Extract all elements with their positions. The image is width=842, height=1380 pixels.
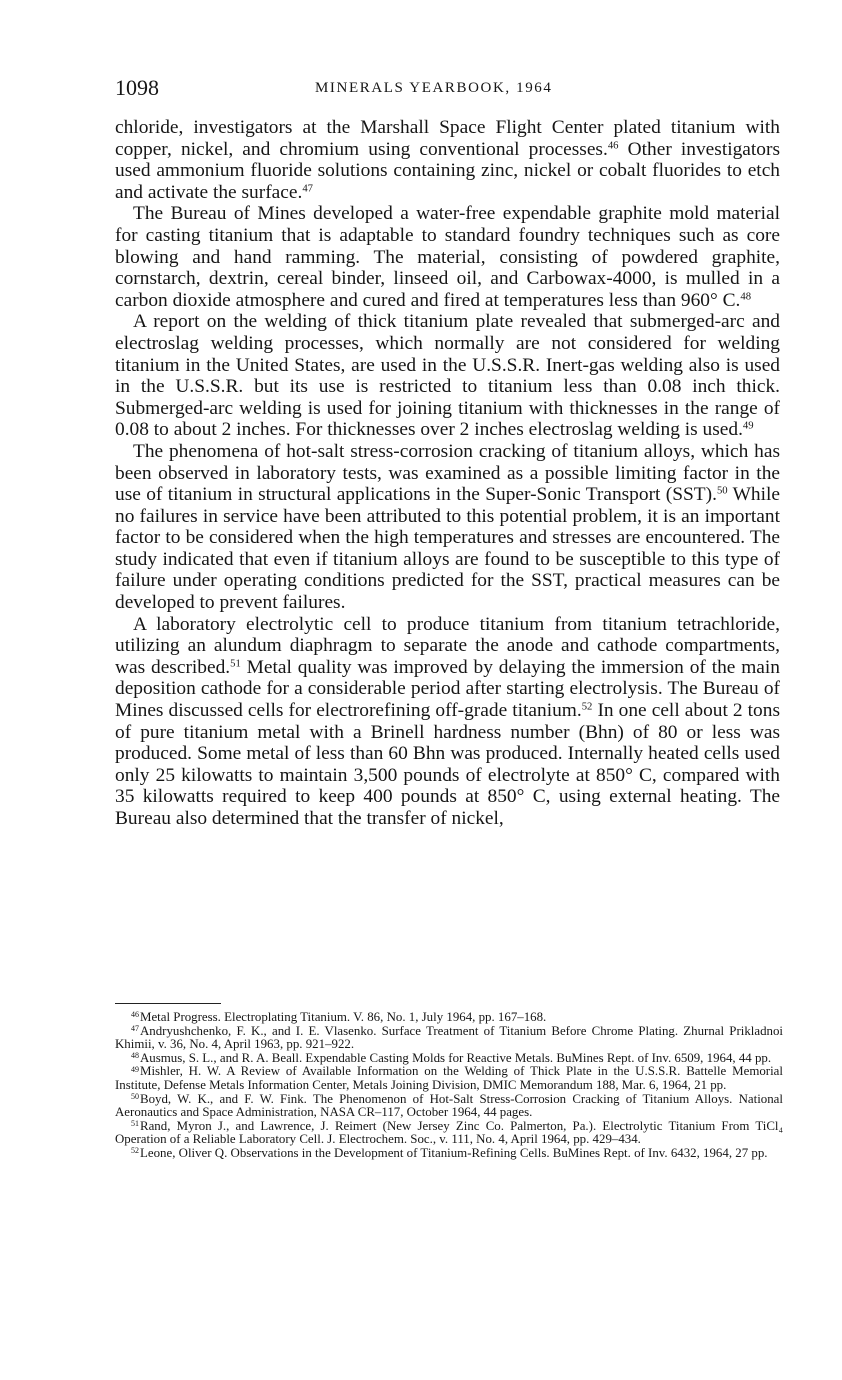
footnote-number: 50 bbox=[131, 1091, 139, 1101]
footnote-49 bbox=[115, 1065, 783, 1092]
paragraph-text: Metal quality was improved by delaying the immersion of the main deposition cathode for a considerable period after starting electrolysis. The Bureau of Mines discussed cells for electrorefining off-grade titanium. bbox=[115, 656, 780, 722]
paragraph-1 bbox=[115, 117, 780, 203]
footnote-text: Rand, Myron J., and Lawrence, J. Reimert (New Jersey Zinc Co. Palmerton, Pa.). Electrolytic Titanium From TiCl₄ Operation of a Reliable Laboratory Cell. J. Electrochem. Soc., v. 111, No. 4, April 1964, pp. 429–434. bbox=[115, 1118, 783, 1147]
page-number: 1098 bbox=[115, 75, 159, 100]
page-header bbox=[115, 74, 780, 104]
paragraph-text: The phenomena of hot-salt stress-corrosion cracking of titanium alloys, which has been observed in laboratory tests, was examined as a possible limiting factor in the use of titanium in structural applications in the Super-Sonic Transport (SST). bbox=[115, 440, 780, 506]
footnotes bbox=[115, 1011, 783, 1161]
footnote-number: 52 bbox=[131, 1146, 139, 1156]
footnote-text: Metal Progress. Electroplating Titanium. V. 86, No. 1, July 1964, pp. 167–168. bbox=[139, 1010, 547, 1024]
footnote-text: Leone, Oliver Q. Observations in the Development of Titanium-Refining Cells. BuMines Rept. of Inv. 6432, 1964, 27 pp. bbox=[139, 1145, 768, 1160]
paragraph-text: A report on the welding of thick titanium plate revealed that submerged-arc and electroslag welding processes, which normally are not considered for welding titanium in the United States, are used in the U.S.S.R. Inert-gas welding also is used in the U.S.S.R. but its use is restricted to titanium less than 0.08 inch thick. Submerged-arc welding is used for joining titanium with thicknesses in the range of 0.08 to about 2 inches. For thicknesses over 2 inches electroslag welding is used. bbox=[115, 311, 780, 441]
footnote-number: 48 bbox=[131, 1051, 139, 1061]
footnote-number: 49 bbox=[131, 1064, 139, 1074]
footnote-number: 46 bbox=[131, 1010, 139, 1020]
footnote-48 bbox=[115, 1052, 783, 1066]
paragraph-5 bbox=[115, 614, 780, 830]
paragraph-text: Other investigators used ammonium fluoride solutions containing zinc, nickel or cobalt fluorides to etch and activate the surface. bbox=[115, 138, 780, 203]
body-text bbox=[115, 117, 780, 830]
footnote-ref: 49 bbox=[742, 419, 754, 432]
running-title: MINERALS YEARBOOK, 1964 bbox=[315, 80, 553, 96]
paragraph-text: In one cell about 2 tons of pure titanium metal with a Brinell hardness number (Bhn) of 80 or less was produced. Some metal of less than 60 Bhn was produced. Internally heated cells used only 25 kilowatts to maintain 3,500 pounds of electrolyte at 850° C, compared with 35 kilowatts required to keep 400 pounds at 850° C, using external heating. The Bureau also determined that the transfer of nickel, bbox=[115, 700, 780, 829]
footnote-number: 47 bbox=[131, 1024, 139, 1033]
footnote-divider bbox=[115, 1003, 221, 1004]
footnote-text: Andryushchenko, F. K., and I. E. Vlasenko. Surface Treatment of Titanium Before Chrome Plating. Zhurnal Prikladnoi Khimii, v. 36, No. 4, April 1963, pp. 921–922. bbox=[115, 1023, 783, 1052]
footnote-51 bbox=[115, 1120, 783, 1147]
footnote-ref: 46 bbox=[607, 139, 619, 152]
footnote-text: Mishler, H. W. A Review of Available Information on the Welding of Thick Plate in the U.S.S.R. Battelle Memorial Institute, Defense Metals Information Center, Metals Joining Division, DMIC Memorandum 188, Mar. 6, 1964, 21 pp. bbox=[115, 1064, 783, 1092]
footnote-47 bbox=[115, 1025, 783, 1052]
footnote-text: Boyd, W. K., and F. W. Fink. The Phenomenon of Hot-Salt Stress-Corrosion Cracking of Titanium Alloys. National Aeronautics and Space Administration, NASA CR–117, October 1964, 44 pages. bbox=[115, 1091, 783, 1120]
paragraph-text: A laboratory electrolytic cell to produce titanium from titanium tetrachloride, utilizing an alundum diaphragm to separate the anode and cathode compartments, was described. bbox=[115, 613, 780, 678]
footnote-ref: 50 bbox=[716, 484, 728, 497]
footnote-46 bbox=[115, 1011, 783, 1025]
paragraph-text: While no failures in service have been attributed to this potential problem, it is an important factor to be considered when the high temperatures and stresses are encountered. The study indicated that even if titanium alloys are found to be susceptible to this type of failure under operating conditions predicted for the SST, practical measures can be developed to prevent failures. bbox=[115, 484, 780, 614]
footnote-text: Ausmus, S. L., and R. A. Beall. Expendable Casting Molds for Reactive Metals. BuMines Rept. of Inv. 6509, 1964, 44 pp. bbox=[139, 1050, 772, 1065]
paragraph-2 bbox=[115, 203, 780, 311]
footnote-ref: 47 bbox=[302, 182, 313, 195]
footnote-52 bbox=[115, 1147, 783, 1161]
paragraph-3 bbox=[115, 311, 780, 441]
footnote-number: 51 bbox=[131, 1119, 139, 1129]
paragraph-text: The Bureau of Mines developed a water-free expendable graphite mold material for casting titanium that is adaptable to standard foundry techniques such as core blowing and hand ramming. The material, consisting of powdered graphite, cornstarch, dextrin, cereal binder, linseed oil, and Carbowax-4000, is mulled in a carbon dioxide atmosphere and cured and fired at temperatures less than 960° C. bbox=[115, 203, 780, 311]
footnote-ref: 51 bbox=[230, 657, 241, 670]
paragraph-4 bbox=[115, 441, 780, 614]
footnote-50 bbox=[115, 1093, 783, 1120]
footnote-ref: 52 bbox=[581, 700, 593, 713]
footnote-ref: 48 bbox=[740, 290, 752, 303]
paragraph-text: chloride, investigators at the Marshall Space Flight Center plated titanium with copper, nickel, and chromium using conventional processes. bbox=[115, 117, 780, 160]
